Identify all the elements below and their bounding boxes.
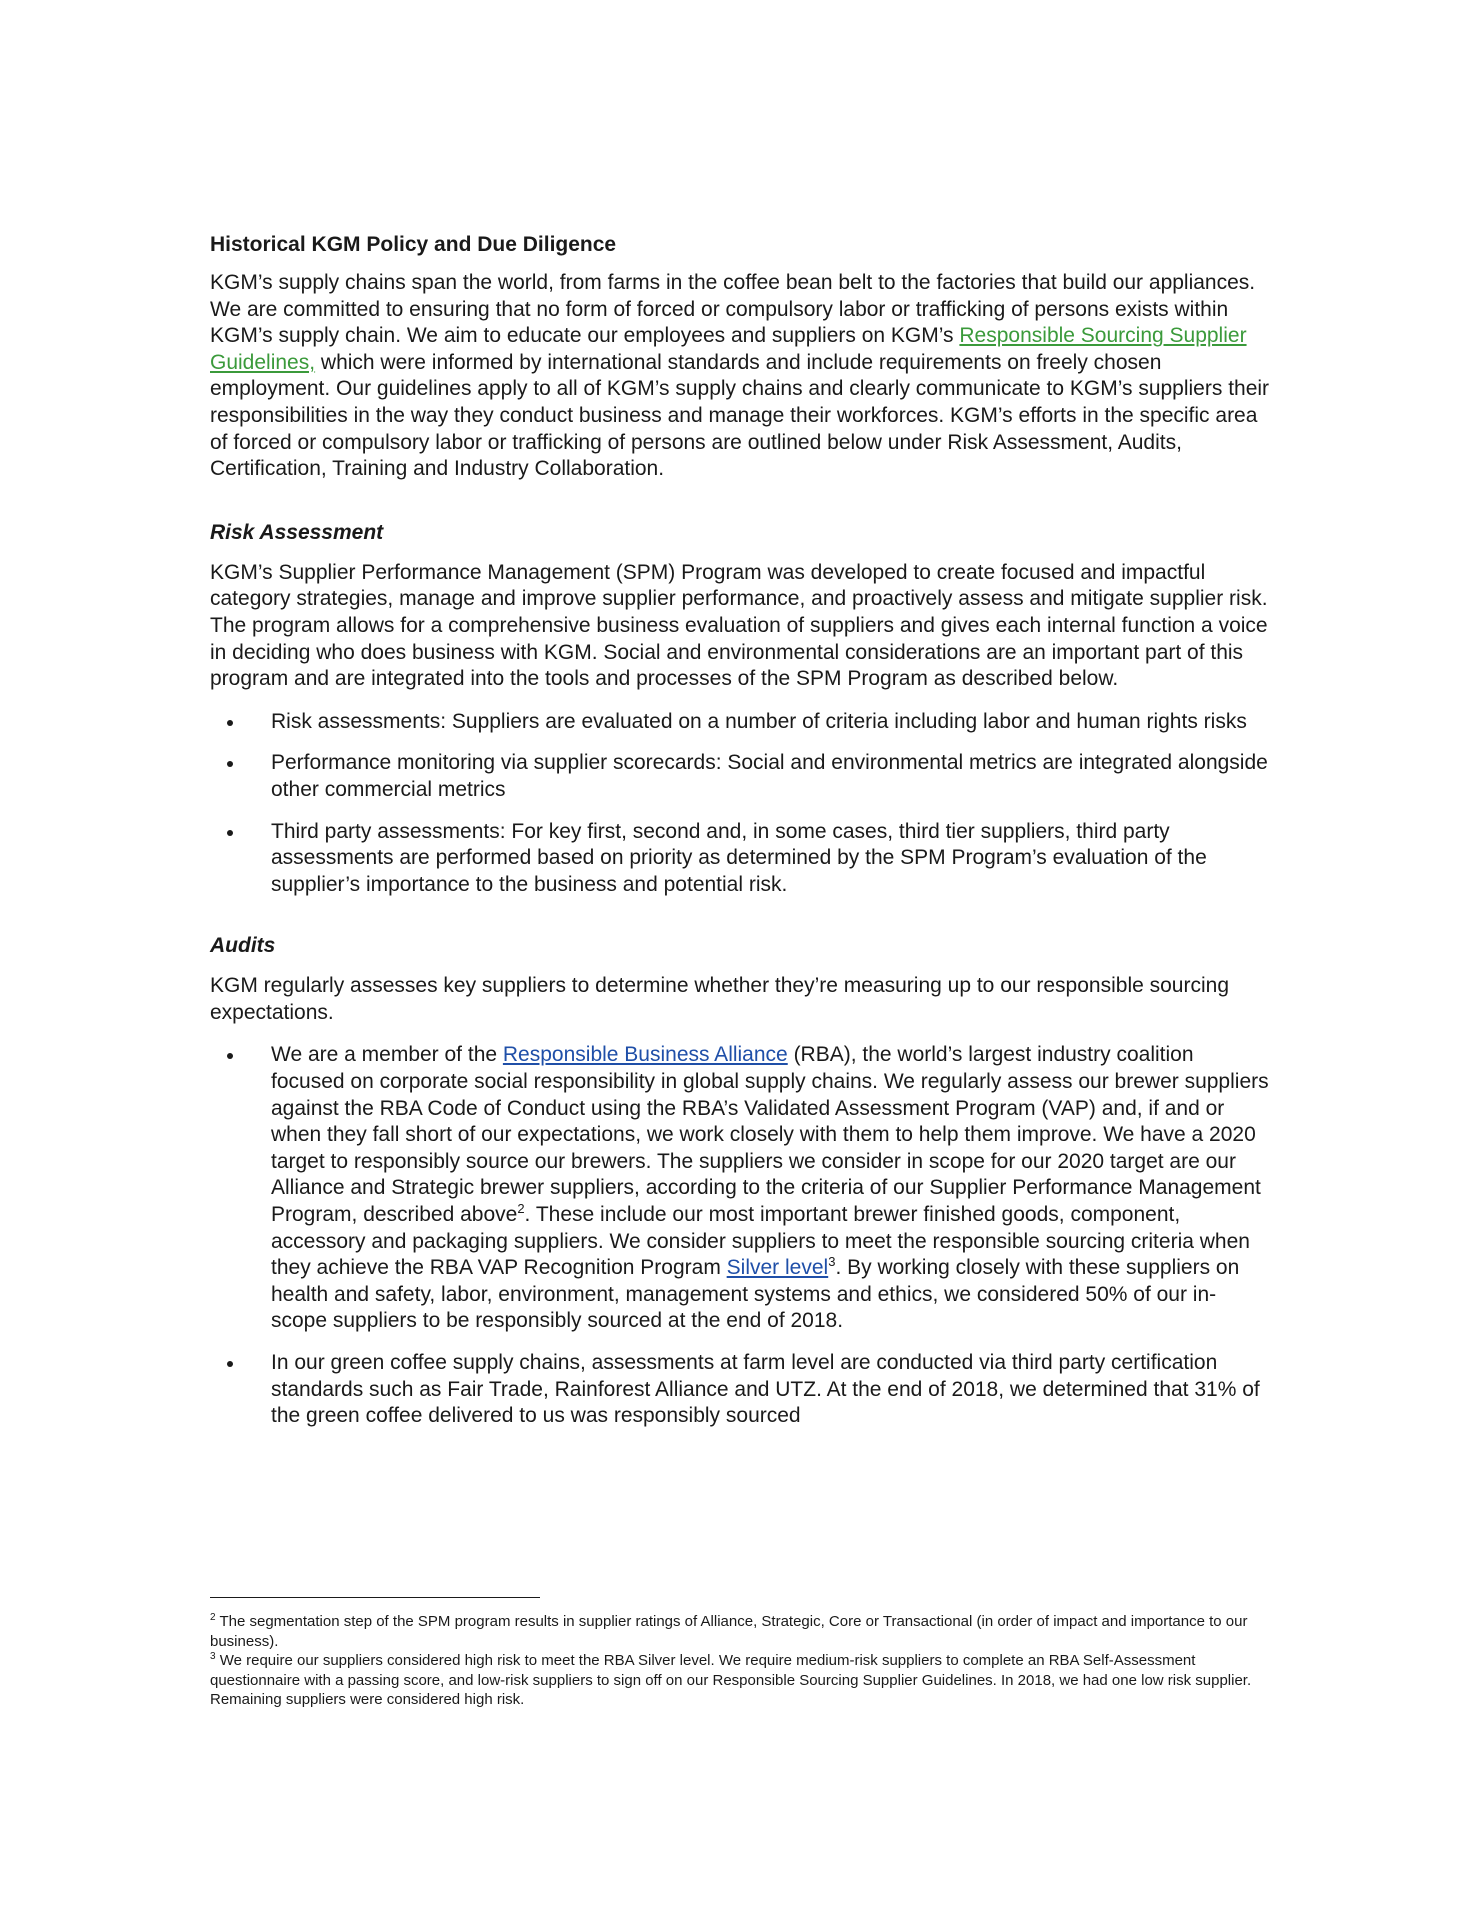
guidelines-link[interactable]: Responsible Sourcing Supplier Guidelines,: [210, 324, 1247, 374]
list-item: Performance monitoring via supplier scorecards: Social and environmental metrics are integrated alongside other commercial metrics: [210, 750, 1270, 803]
bullet-icon: [227, 1361, 233, 1367]
bullet-icon: [227, 720, 233, 726]
list-item: Risk assessments: Suppliers are evaluated on a number of criteria including labor and human rights risks: [210, 709, 1270, 736]
footnote-ref-2: 2: [517, 1201, 525, 1217]
footnote-number: 2: [210, 1612, 216, 1623]
footnote-ref-3: 3: [828, 1254, 836, 1270]
risk-bullet-list: [210, 709, 1270, 899]
audits-bullet-list: [210, 1042, 1270, 1429]
bullet-icon: [227, 761, 233, 767]
intro-text-1: KGM’s supply chains span the world, from farms in the coffee bean belt to the factories that build our appliances. We are committed to ensuring that no form of forced or compulsory labor or trafficking of persons exists within KGM’s supply chain. We aim to educate our employees and suppliers on KGM’s: [210, 271, 1256, 348]
intro-paragraph: [210, 270, 1270, 483]
intro-text-2: which were informed by international standards and include requirements on freely chosen employment. Our guidelines apply to all of KGM’s supply chains and clearly communicate to KGM’s suppliers their responsibilities in the way they conduct business and manage their workforces. KGM’s efforts in the specific area of forced or compulsory labor or trafficking of persons are outlined below under Risk Assessment, Audits, Certification, Training and Industry Collaboration.: [210, 350, 1270, 481]
footnote-divider: [210, 1597, 540, 1598]
rba-link[interactable]: Responsible Business Alliance: [502, 1043, 788, 1067]
section-title-audits: Audits: [210, 934, 276, 958]
audits-paragraph: KGM regularly assesses key suppliers to determine whether they’re measuring up to our responsible sourcing expectations.: [210, 974, 1229, 1024]
risk-paragraph: KGM’s Supplier Performance Management (SPM) Program was developed to create focused and impactful category strategies, manage and improve supplier performance, and proactively assess and mitigate supplier risk. The program allows for a comprehensive business evaluation of suppliers and gives each internal function a voice in deciding who does business with KGM. Social and environmental considerations are an important part of this program and are integrated into the tools and processes of the SPM Program as described below.: [210, 560, 1268, 691]
footnote-2: $^2$ The segmentation step of the SPM program results in supplier ratings of Alliance, Strategic, Core or Transactional (in order of impact and importance to our business).: [210, 1612, 1248, 1650]
document-body: [210, 232, 1270, 1445]
silver-level-link[interactable]: Silver level: [726, 1256, 829, 1280]
list-item: We are a member of the Responsible Business Alliance (RBA), the world’s largest industry coalition focused on corporate social responsibility in global supply chains. We regularly assess our brewer suppliers against the RBA Code of Conduct using the RBA’s Validated Assessment Program (VAP) and, if and or when they fall short of our expectations, we work closely with them to help them improve. We have a 2020 target to responsibly source our brewers. The suppliers we consider in scope for our 2020 target are our Alliance and Strategic brewer suppliers, according to the criteria of our Supplier Performance Management Program, described above$^2$. These include our most important brewer finished goods, component, accessory and packaging suppliers. We consider suppliers to meet the responsible sourcing criteria when they achieve the RBA VAP Recognition Program Silver level$^3$. By working closely with these suppliers on health and safety, labor, environment, management systems and ethics, we considered 50% of our in-scope suppliers to be responsibly sourced at the end of 2018.: [210, 1042, 1270, 1335]
list-item: Third party assessments: For key first, second and, in some cases, third tier suppliers, third party assessments are performed based on priority as determined by the SPM Program’s evaluation of the supplier’s importance to the business and potential risk.: [210, 819, 1270, 899]
bullet-icon: [227, 1053, 233, 1059]
section-title-risk-assessment: Risk Assessment: [210, 520, 384, 544]
footnote-3: $^3$ We require our suppliers considered high risk to meet the RBA Silver level. We require medium-risk suppliers to complete an RBA Self-Assessment questionnaire with a passing score, and low-risk suppliers to sign off on our Responsible Sourcing Supplier Guidelines. In 2018, we had one low risk supplier. Remaining suppliers were considered high risk.: [210, 1651, 1252, 1708]
list-item: In our green coffee supply chains, assessments at farm level are conducted via third party certification standards such as Fair Trade, Rainforest Alliance and UTZ. At the end of 2018, we determined that 31% of the green coffee delivered to us was responsibly sourced: [210, 1350, 1270, 1430]
footnote-number: 3: [210, 1651, 216, 1662]
footnotes: [210, 1612, 1275, 1710]
bullet-icon: [227, 830, 233, 836]
section-title-historical: Historical KGM Policy and Due Diligence: [210, 233, 617, 256]
